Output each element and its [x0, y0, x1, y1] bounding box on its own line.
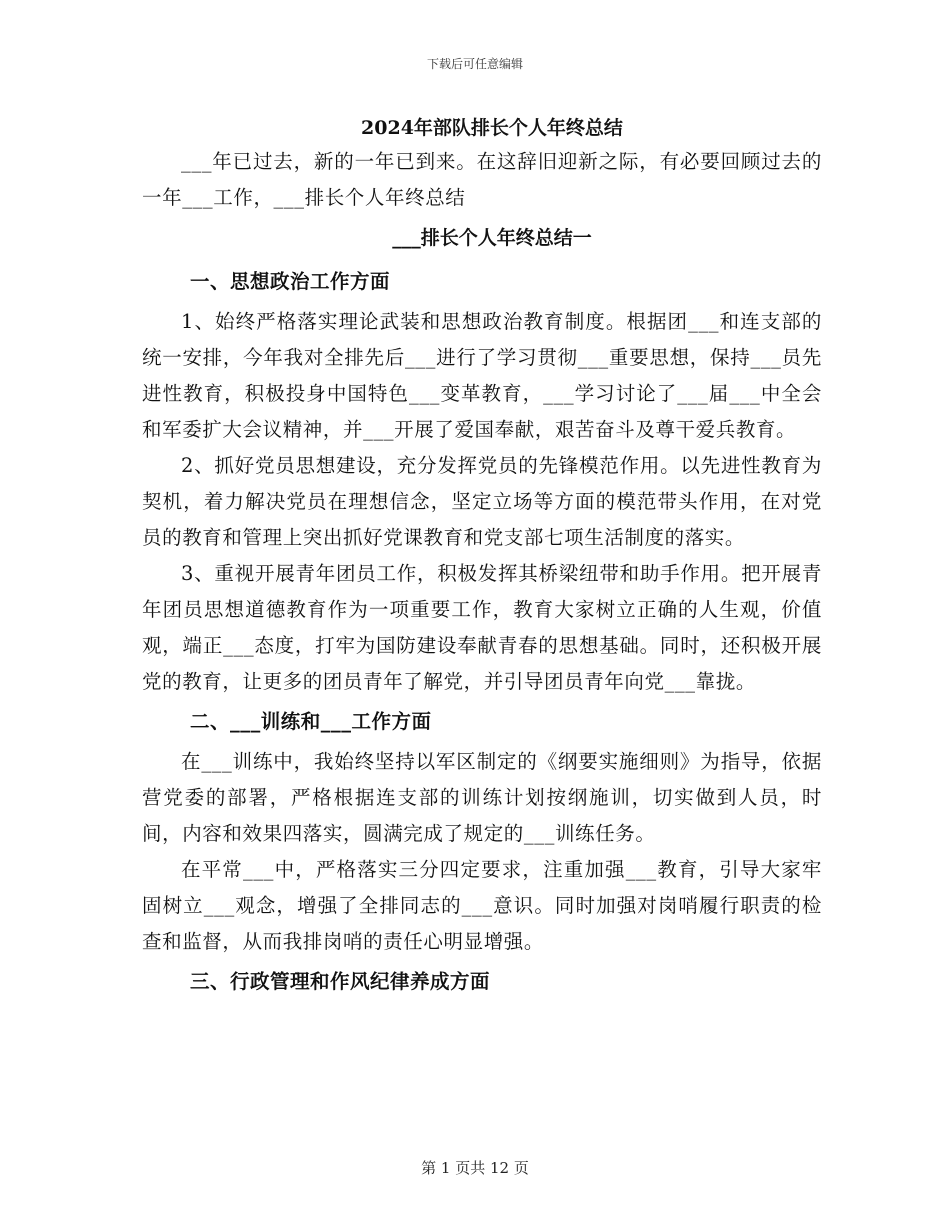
- section-2-paragraph-1: 在___训练中，我始终坚持以军区制定的《纲要实施细则》为指导，依据营党委的部署，严格根据连支部的训练计划按纲施训，切实做到人员，时间，内容和效果四落实，圆满完成了规定的___训练任务。: [142, 750, 822, 845]
- section-1-paragraph-1: 1、始终严格落实理论武装和思想政治教育制度。根据团___和连支部的统一安排，今年我对全排先后___进行了学习贯彻___重要思想，保持___员先进性教育，积极投身中国特色___变革教育，___学习讨论了___届___中全会和军委扩大会议精神，并___开展了爱国奉献，艰苦奋斗及尊干爱兵教育。: [142, 310, 822, 441]
- document-title: 2024年部队排长个人年终总结: [361, 117, 623, 139]
- section-heading-3: 三、行政管理和作风纪律养成方面: [190, 970, 491, 993]
- section-1-paragraph-2: 2、抓好党员思想建设，充分发挥党员的先锋模范作用。以先进性教育为契机，着力解决党员在理想信念，坚定立场等方面的模范带头作用，在对党员的教育和管理上突出抓好党课教育和党支部七项生活制度的落实。: [142, 454, 822, 549]
- document-body: [142, 112, 822, 1004]
- intro-paragraph: ___年已过去，新的一年已到来。在这辞旧迎新之际，有必要回顾过去的一年___工作，___排长个人年终总结: [142, 150, 822, 209]
- section-heading-2: 二、___训练和___工作方面: [190, 710, 432, 733]
- document-subtitle: ___排长个人年终总结一: [392, 227, 592, 249]
- page-header-note: 下载后可任意编辑: [426, 57, 523, 71]
- section-2-paragraph-2: 在平常___中，严格落实三分四定要求，注重加强___教育，引导大家牢固树立___观念，增强了全排同志的___意识。同时加强对岗哨履行职责的检查和监督，从而我排岗哨的责任心明显增强。: [142, 858, 822, 953]
- section-heading-1: 一、思想政治工作方面: [190, 270, 391, 293]
- page-number-footer: 第 1 页共 12 页: [421, 1159, 529, 1177]
- section-1-paragraph-3: 3、重视开展青年团员工作，积极发挥其桥梁纽带和助手作用。把开展青年团员思想道德教育作为一项重要工作，教育大家树立正确的人生观，价值观，端正___态度，打牢为国防建设奉献青春的思想基础。同时，还积极开展党的教育，让更多的团员青年了解党，并引导团员青年向党___靠拢。: [142, 562, 822, 693]
